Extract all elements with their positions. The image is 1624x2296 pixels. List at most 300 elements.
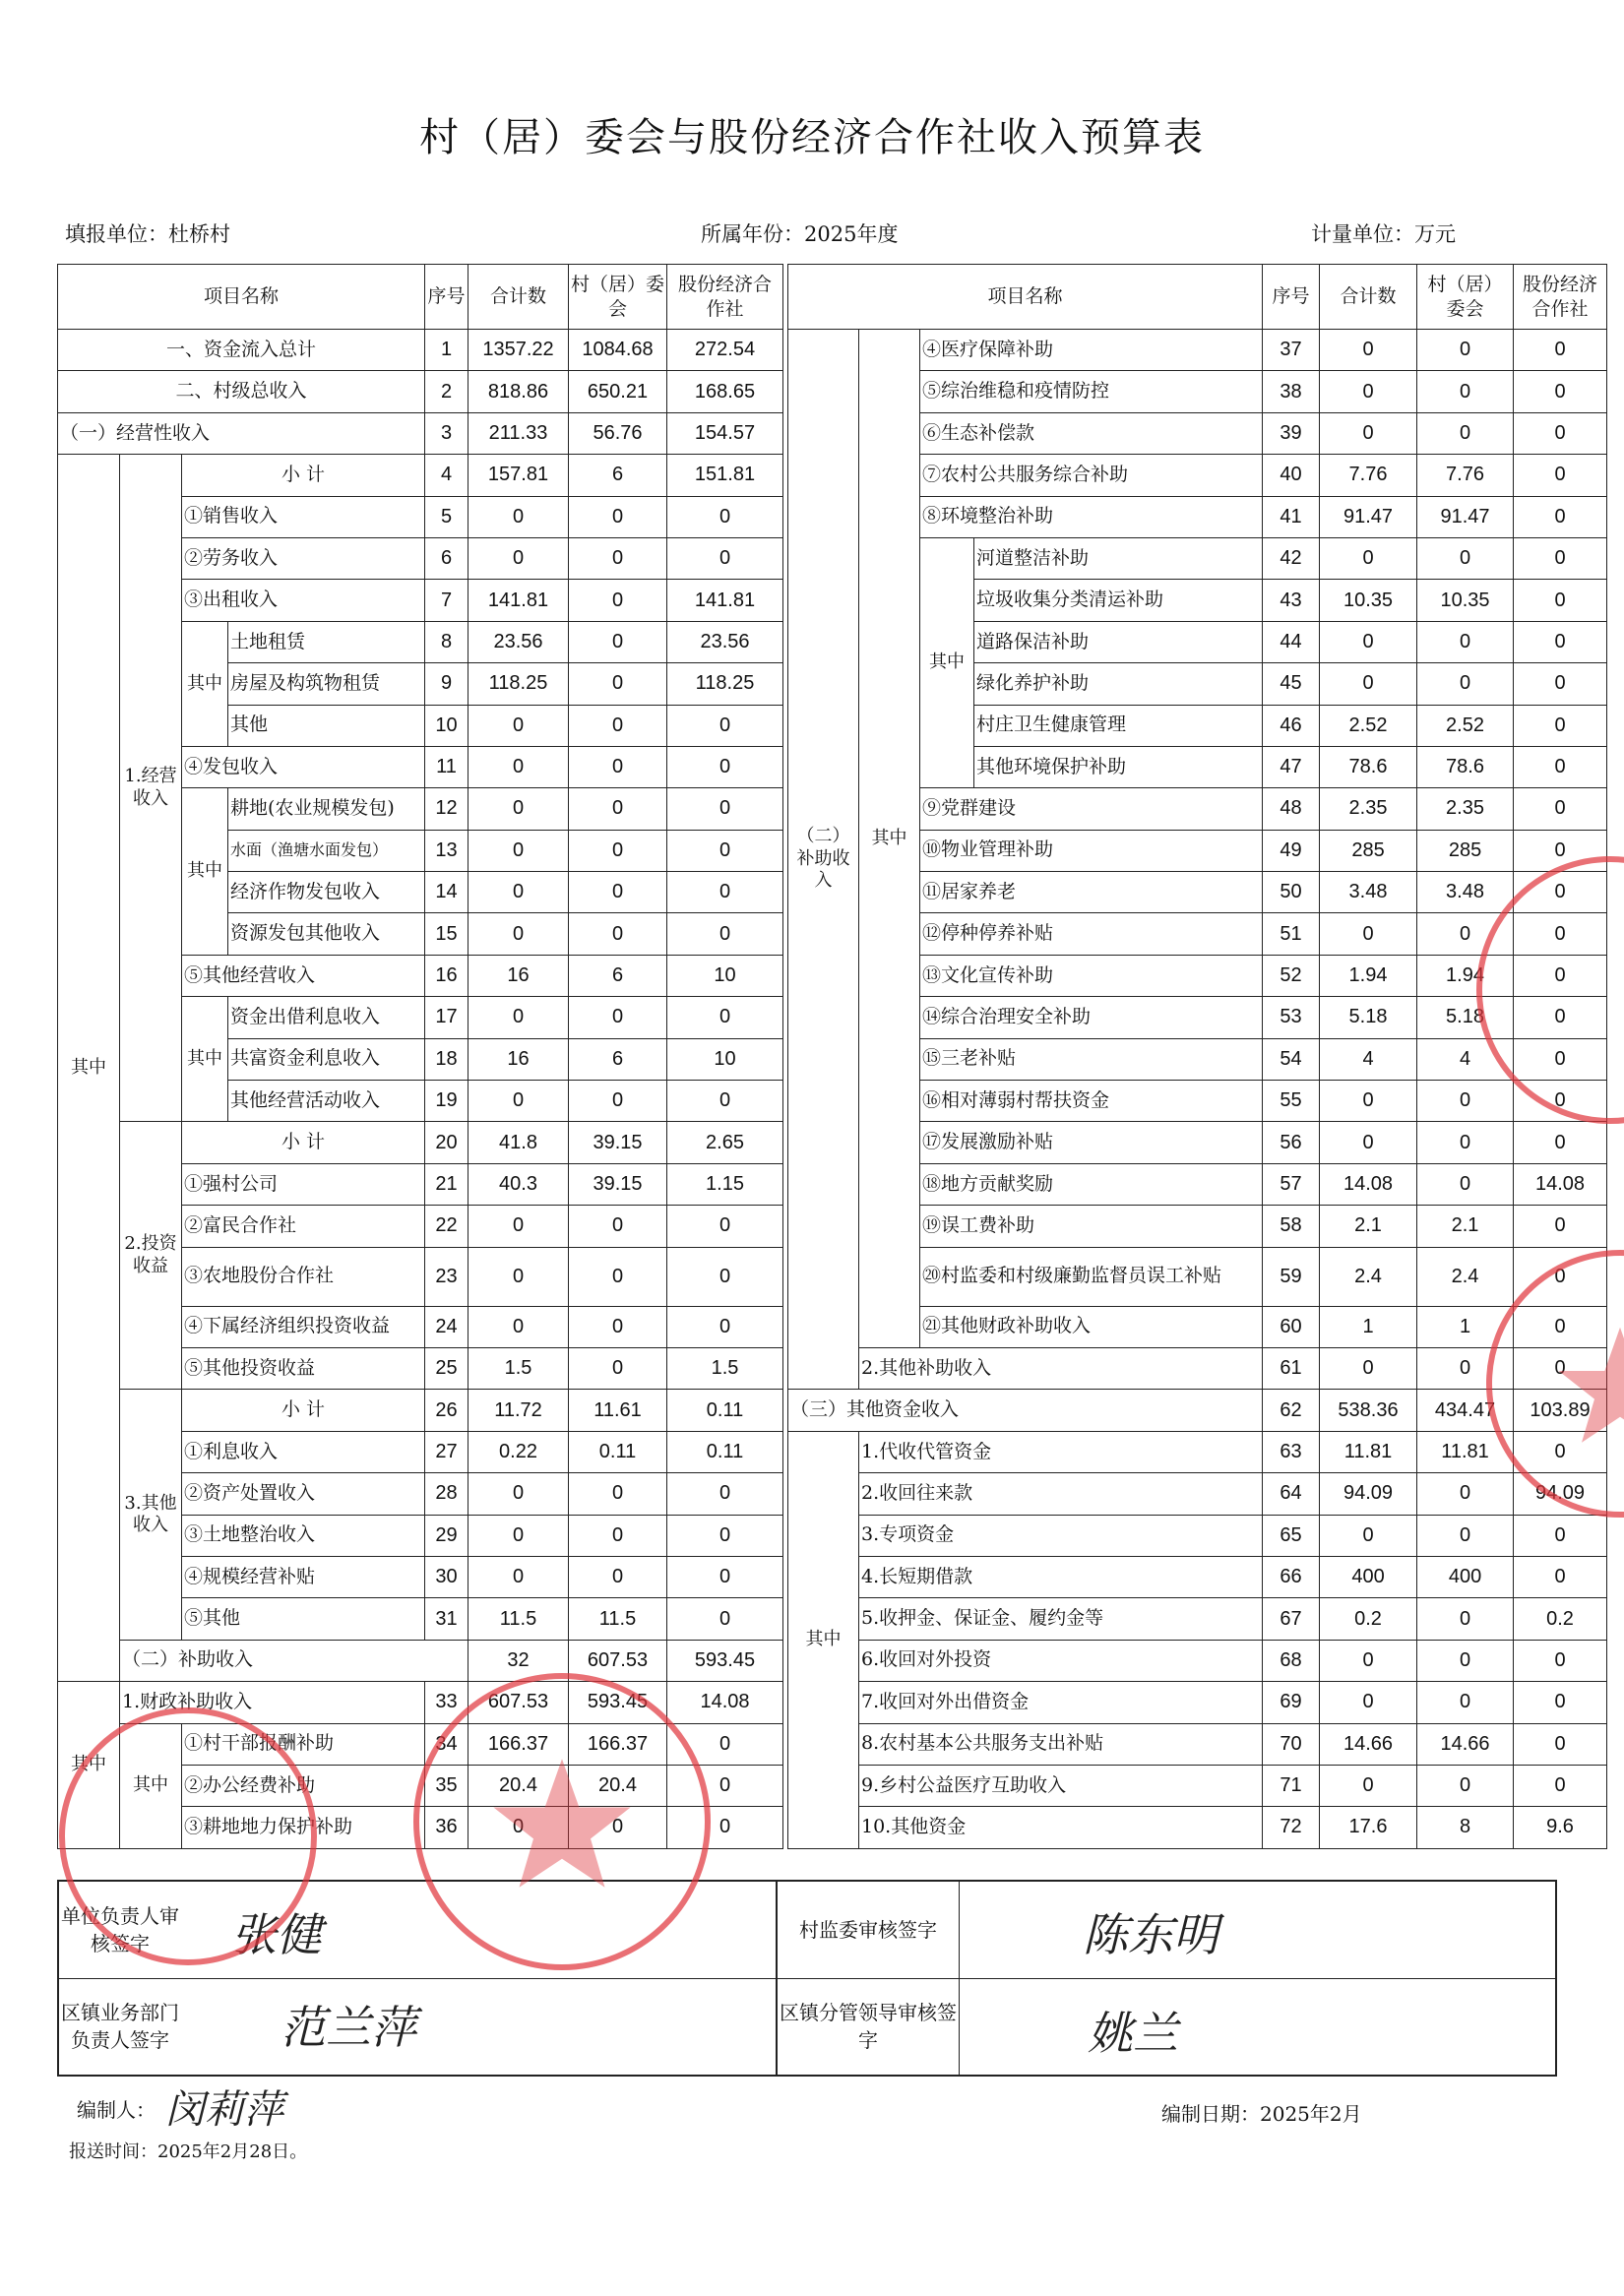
row-name: 二、村级总收入	[58, 371, 425, 412]
row-village: 11.81	[1417, 1431, 1514, 1472]
row-coop: 0	[1514, 1247, 1607, 1306]
row-name: 1.代收代管资金	[859, 1431, 1263, 1472]
row-total: 157.81	[468, 455, 569, 496]
row-no: 69	[1263, 1682, 1320, 1723]
row-village: 400	[1417, 1556, 1514, 1597]
row-village: 0	[569, 1206, 667, 1247]
row-total: 2.4	[1320, 1247, 1417, 1306]
row-name: ⑧环境整治补助	[920, 496, 1263, 537]
row-village: 0	[1417, 1682, 1514, 1723]
signature-district-leader: 姚兰	[1088, 2007, 1178, 2060]
header-no: 序号	[425, 265, 468, 330]
row-name: ⑮三老补贴	[920, 1038, 1263, 1080]
row-village: 0	[569, 1347, 667, 1389]
label-touzi: 2.投资收益	[120, 1122, 182, 1390]
row-village: 1.94	[1417, 955, 1514, 996]
header-total: 合计数	[1320, 265, 1417, 330]
row-no: 38	[1263, 371, 1320, 412]
row-village: 0	[1417, 663, 1514, 705]
row-no: 64	[1263, 1473, 1320, 1515]
row-name: 经济作物发包收入	[228, 872, 425, 913]
row-coop: 0	[667, 1723, 783, 1765]
row-no: 12	[425, 788, 468, 830]
row-coop: 0	[667, 1081, 783, 1122]
row-name: ⑭综合治理安全补助	[920, 997, 1263, 1038]
row-no: 49	[1263, 830, 1320, 871]
table-row	[58, 455, 783, 496]
row-total: 211.33	[468, 412, 569, 454]
row-name: ⑪居家养老	[920, 872, 1263, 913]
header-coop: 股份经济合作社	[667, 265, 783, 330]
row-village: 39.15	[569, 1122, 667, 1163]
row-village: 0	[1417, 537, 1514, 579]
row-name: ⑫停种停养补贴	[920, 913, 1263, 955]
row-total: 2.52	[1320, 705, 1417, 746]
row-no: 18	[425, 1038, 468, 1080]
row-no: 20	[425, 1122, 468, 1163]
table-row	[788, 1723, 1607, 1765]
row-name: 绿化养护补助	[974, 663, 1263, 705]
row-total: 11.72	[468, 1390, 569, 1431]
row-total: 91.47	[1320, 496, 1417, 537]
row-no: 6	[425, 537, 468, 579]
supervisory-label: 村监委审核签字	[778, 1882, 960, 1978]
label-qizhong-env: 其中	[920, 537, 974, 787]
row-total: 0	[1320, 1347, 1417, 1389]
row-total: 0	[1320, 1640, 1417, 1681]
row-name: 道路保洁补助	[974, 621, 1263, 662]
row-coop: 0	[667, 913, 783, 955]
row-total: 0	[468, 913, 569, 955]
row-no: 28	[425, 1473, 468, 1515]
row-name: ②富民合作社	[182, 1206, 425, 1247]
row-coop: 0	[1514, 1122, 1607, 1163]
preparer-signature: 闵莉萍	[165, 2087, 283, 2133]
row-no: 25	[425, 1347, 468, 1389]
table-row	[788, 1682, 1607, 1723]
row-total: 16	[468, 1038, 569, 1080]
row-name: ⑤其他经营收入	[182, 955, 425, 996]
table-row	[788, 1807, 1607, 1848]
row-name: ④规模经营补贴	[182, 1556, 425, 1597]
row-coop: 0	[1514, 371, 1607, 412]
row-village: 5.18	[1417, 997, 1514, 1038]
row-coop: 0	[667, 537, 783, 579]
row-village: 1	[1417, 1306, 1514, 1347]
row-no: 59	[1263, 1247, 1320, 1306]
row-coop: 10	[667, 1038, 783, 1080]
row-name: ③土地整治收入	[182, 1515, 425, 1556]
row-village: 6	[569, 1038, 667, 1080]
row-no: 36	[425, 1807, 468, 1848]
row-coop: 0	[1514, 913, 1607, 955]
row-total: 0	[468, 746, 569, 787]
row-coop: 0	[667, 830, 783, 871]
row-coop: 0	[667, 788, 783, 830]
row-coop: 118.25	[667, 663, 783, 705]
row-name: 土地租赁	[228, 621, 425, 662]
row-no: 2	[425, 371, 468, 412]
row-no: 72	[1263, 1807, 1320, 1848]
row-village: 0	[569, 913, 667, 955]
row-name: ③耕地地力保护补助	[182, 1807, 425, 1848]
row-village: 0	[1417, 1163, 1514, 1205]
row-total: 0	[1320, 621, 1417, 662]
row-coop: 0	[1514, 455, 1607, 496]
row-village: 8	[1417, 1807, 1514, 1848]
table-row	[788, 1598, 1607, 1640]
row-village: 2.4	[1417, 1247, 1514, 1306]
row-village: 0.11	[569, 1431, 667, 1472]
page-title: 村（居）委会与股份经济合作社收入预算表	[419, 115, 1205, 160]
row-village: 0	[1417, 412, 1514, 454]
row-no: 54	[1263, 1038, 1320, 1080]
label-qizhong-sub: 其中	[58, 1682, 120, 1849]
row-village: 2.52	[1417, 705, 1514, 746]
row-name: 2.其他补助收入	[859, 1347, 1263, 1389]
label-jingying: 1.经营收入	[120, 455, 182, 1122]
row-name: ⑨党群建设	[920, 788, 1263, 830]
row-village: 593.45	[569, 1682, 667, 1723]
row-coop: 0	[1514, 1347, 1607, 1389]
row-total: 400	[1320, 1556, 1417, 1597]
row-name: 河道整洁补助	[974, 537, 1263, 579]
label-qizhong-other-funds: 其中	[788, 1431, 859, 1848]
row-name: ①利息收入	[182, 1431, 425, 1472]
row-coop: 0	[667, 496, 783, 537]
label-qizhong-rent: 其中	[182, 621, 228, 746]
row-coop: 0	[1514, 705, 1607, 746]
unit-head-label: 单位负责人审核签字	[61, 1904, 179, 1955]
row-coop: 0.2	[1514, 1598, 1607, 1640]
row-coop: 0	[667, 1556, 783, 1597]
row-total: 3.48	[1320, 872, 1417, 913]
row-village: 593.45	[667, 1640, 783, 1681]
row-name: 小 计	[182, 1122, 425, 1163]
row-no: 7	[425, 580, 468, 621]
row-village: 0	[569, 1473, 667, 1515]
row-coop: 154.57	[667, 412, 783, 454]
row-no: 5	[425, 496, 468, 537]
row-village: 166.37	[569, 1723, 667, 1765]
row-name: 6.收回对外投资	[859, 1640, 1263, 1681]
row-no: 52	[1263, 955, 1320, 996]
row-name: 水面（渔塘水面发包）	[228, 830, 425, 871]
row-coop: 14.08	[667, 1682, 783, 1723]
row-coop: 0	[667, 1807, 783, 1848]
row-no: 14	[425, 872, 468, 913]
row-name: 7.收回对外出借资金	[859, 1682, 1263, 1723]
row-total: 166.37	[468, 1723, 569, 1765]
row-coop: 0.11	[667, 1431, 783, 1472]
row-village: 7.76	[1417, 455, 1514, 496]
row-total: 10.35	[1320, 580, 1417, 621]
row-no: 41	[1263, 496, 1320, 537]
row-total: 607.53	[468, 1682, 569, 1723]
table-row	[788, 1765, 1607, 1806]
row-coop: 0.11	[667, 1390, 783, 1431]
row-coop: 0	[1514, 1765, 1607, 1806]
row-total: 11.81	[1320, 1431, 1417, 1472]
row-coop: 0	[667, 1247, 783, 1306]
row-no: 62	[1263, 1390, 1320, 1431]
row-village: 0	[569, 1556, 667, 1597]
row-coop: 0	[667, 1515, 783, 1556]
row-total: 0	[1320, 1515, 1417, 1556]
row-village: 0	[569, 1247, 667, 1306]
row-coop: 0	[667, 1473, 783, 1515]
row-village: 0	[569, 788, 667, 830]
row-total: 0	[1320, 1122, 1417, 1163]
row-no: 48	[1263, 788, 1320, 830]
row-name: （一）经营性收入	[58, 412, 425, 454]
row-coop: 151.81	[667, 455, 783, 496]
row-name: 10.其他资金	[859, 1807, 1263, 1848]
stamp-seal	[59, 1707, 317, 1965]
row-coop: 0	[1514, 788, 1607, 830]
row-village: 0	[1417, 1473, 1514, 1515]
row-coop: 0	[667, 1206, 783, 1247]
row-no: 19	[425, 1081, 468, 1122]
row-name: ④发包收入	[182, 746, 425, 787]
row-coop: 1.5	[667, 1347, 783, 1389]
row-total: 14.08	[1320, 1163, 1417, 1205]
row-coop: 0	[1514, 997, 1607, 1038]
row-total: 41.8	[468, 1122, 569, 1163]
row-village: 0	[1417, 371, 1514, 412]
row-total: 23.56	[468, 621, 569, 662]
row-no: 23	[425, 1247, 468, 1306]
row-no: 26	[425, 1390, 468, 1431]
row-no: 53	[1263, 997, 1320, 1038]
row-total: 1.5	[468, 1347, 569, 1389]
table-row	[788, 1431, 1607, 1472]
row-village: 285	[1417, 830, 1514, 871]
row-name: 村庄卫生健康管理	[974, 705, 1263, 746]
signature-district-dept: 范兰萍	[281, 2001, 416, 2054]
row-name: 小 计	[182, 1390, 425, 1431]
row-total: 16	[468, 955, 569, 996]
reporting-unit: 填报单位：杜桥村	[65, 222, 230, 246]
row-total: 78.6	[1320, 746, 1417, 787]
row-name: 资源发包其他收入	[228, 913, 425, 955]
row-coop: 0	[1514, 1556, 1607, 1597]
row-name: 其他经营活动收入	[228, 1081, 425, 1122]
row-no: 1	[425, 330, 468, 371]
row-total: 1357.22	[468, 330, 569, 371]
row-name: ⑩物业管理补助	[920, 830, 1263, 871]
row-total: 0	[468, 1081, 569, 1122]
row-name: 2.收回往来款	[859, 1473, 1263, 1515]
row-name: ⑳村监委和村级廉勤监督员误工补贴	[920, 1247, 1263, 1306]
label-qizhong-contract: 其中	[182, 788, 228, 956]
row-total: 0.2	[1320, 1598, 1417, 1640]
row-name: 一、资金流入总计	[58, 330, 425, 371]
row-total: 0	[468, 705, 569, 746]
row-no: 61	[1263, 1347, 1320, 1389]
row-no: 4	[425, 455, 468, 496]
row-name: 垃圾收集分类清运补助	[974, 580, 1263, 621]
row-village: 11.61	[569, 1390, 667, 1431]
row-no: 24	[425, 1306, 468, 1347]
table-row	[58, 371, 783, 412]
row-village: 0	[1417, 1598, 1514, 1640]
row-name: ③农地股份合作社	[182, 1247, 425, 1306]
table-row	[788, 1390, 1607, 1431]
header-village: 村（居）委会	[1417, 265, 1514, 330]
row-village: 0	[1417, 1347, 1514, 1389]
row-coop: 0	[1514, 663, 1607, 705]
row-total: 0	[468, 872, 569, 913]
row-village: 0	[1417, 621, 1514, 662]
row-no: 10	[425, 705, 468, 746]
row-name: ⑱地方贡献奖励	[920, 1163, 1263, 1205]
stamp-seal	[413, 1673, 711, 1970]
row-no: 35	[425, 1765, 468, 1806]
row-name: ③出租收入	[182, 580, 425, 621]
row-total: 0	[1320, 1682, 1417, 1723]
row-coop: 0	[667, 872, 783, 913]
row-no: 3	[425, 412, 468, 454]
row-no: 11	[425, 746, 468, 787]
row-coop: 0	[1514, 746, 1607, 787]
table-row	[58, 412, 783, 454]
table-row	[58, 330, 783, 371]
row-name: ①村干部报酬补助	[182, 1723, 425, 1765]
row-coop: 10	[667, 955, 783, 996]
row-no: 39	[1263, 412, 1320, 454]
header-name: 项目名称	[58, 265, 425, 330]
row-no: 67	[1263, 1598, 1320, 1640]
row-name: ⑦农村公共服务综合补助	[920, 455, 1263, 496]
table-row	[788, 330, 1607, 371]
row-total: 0	[468, 1556, 569, 1597]
row-village: 0	[1417, 1515, 1514, 1556]
row-village: 10.35	[1417, 580, 1514, 621]
row-total: 0.22	[468, 1431, 569, 1472]
row-village: 0	[1417, 913, 1514, 955]
header-total: 合计数	[468, 265, 569, 330]
row-name: ④医疗保障补助	[920, 330, 1263, 371]
row-coop: 0	[1514, 1081, 1607, 1122]
row-no: 15	[425, 913, 468, 955]
row-total: 14.66	[1320, 1723, 1417, 1765]
row-no: 31	[425, 1598, 468, 1640]
row-coop: 14.08	[1514, 1163, 1607, 1205]
row-village: 0	[569, 1807, 667, 1848]
row-coop: 0	[667, 746, 783, 787]
row-village: 20.4	[569, 1765, 667, 1806]
table-row	[58, 1640, 783, 1681]
row-name: ⑤其他	[182, 1598, 425, 1640]
stamp-seal	[1486, 1250, 1624, 1518]
row-name: ㉑其他财政补助收入	[920, 1306, 1263, 1347]
row-coop: 272.54	[667, 330, 783, 371]
row-village: 11.5	[569, 1598, 667, 1640]
row-coop: 0	[1514, 1431, 1607, 1472]
row-name: ⑬文化宣传补助	[920, 955, 1263, 996]
stamp-star-icon	[1492, 1256, 1624, 1512]
row-no: 44	[1263, 621, 1320, 662]
row-village: 434.47	[1417, 1390, 1514, 1431]
fiscal-year: 所属年份：2025年度	[701, 222, 899, 246]
row-coop: 0	[1514, 496, 1607, 537]
row-total: 4	[1320, 1038, 1417, 1080]
row-total: 818.86	[468, 371, 569, 412]
label-qizhong-right: 其中	[859, 330, 920, 1348]
row-total: 20.4	[468, 1765, 569, 1806]
row-coop: 9.6	[1514, 1807, 1607, 1848]
row-total: 2.1	[1320, 1206, 1417, 1247]
row-name: （三）其他资金收入	[788, 1390, 1263, 1431]
row-village: 56.76	[569, 412, 667, 454]
row-coop: 0	[1514, 1515, 1607, 1556]
row-total: 285	[1320, 830, 1417, 871]
row-total: 0	[1320, 1081, 1417, 1122]
row-total: 607.53	[569, 1640, 667, 1681]
row-no: 37	[1263, 330, 1320, 371]
row-village: 2.1	[1417, 1206, 1514, 1247]
label-subsidy: （二）补助收入	[788, 330, 859, 1390]
row-village: 78.6	[1417, 746, 1514, 787]
row-total: 5.18	[1320, 997, 1417, 1038]
row-no: 16	[425, 955, 468, 996]
table-row	[788, 1515, 1607, 1556]
row-total: 0	[1320, 537, 1417, 579]
row-no: 50	[1263, 872, 1320, 913]
row-name: ②办公经费补助	[182, 1765, 425, 1806]
label-qizhong: 其中	[58, 455, 120, 1682]
row-coop: 0	[1514, 537, 1607, 579]
row-coop: 1.15	[667, 1163, 783, 1205]
row-village: 0	[569, 705, 667, 746]
row-total: 0	[468, 830, 569, 871]
row-name: 5.收押金、保证金、履约金等	[859, 1598, 1263, 1640]
row-coop: 0	[1514, 412, 1607, 454]
row-coop: 0	[1514, 330, 1607, 371]
row-village: 0	[569, 621, 667, 662]
row-village: 0	[569, 580, 667, 621]
row-total: 0	[1320, 330, 1417, 371]
row-village: 0	[569, 872, 667, 913]
prepare-date: 编制日期：2025年2月	[1161, 2102, 1362, 2126]
row-name: 其他环境保护补助	[974, 746, 1263, 787]
row-no: 8	[425, 621, 468, 662]
row-village: 0	[569, 746, 667, 787]
row-no: 47	[1263, 746, 1320, 787]
row-coop: 0	[1514, 1206, 1607, 1247]
row-total: 0	[1320, 913, 1417, 955]
row-no: 13	[425, 830, 468, 871]
row-total: 0	[468, 1206, 569, 1247]
right-budget-table	[787, 264, 1607, 1849]
row-no: 9	[425, 663, 468, 705]
row-no: 29	[425, 1515, 468, 1556]
row-village: 0	[1417, 1640, 1514, 1681]
row-no: 70	[1263, 1723, 1320, 1765]
row-total: 0	[468, 1807, 569, 1848]
row-name: 资金出借利息收入	[228, 997, 425, 1038]
header-coop: 股份经济合作社	[1514, 265, 1607, 330]
row-name: ②资产处置收入	[182, 1473, 425, 1515]
row-name: ⑲误工费补助	[920, 1206, 1263, 1247]
row-coop: 0	[667, 1765, 783, 1806]
row-no: 46	[1263, 705, 1320, 746]
row-coop: 0	[1514, 1723, 1607, 1765]
row-village: 0	[1417, 1122, 1514, 1163]
row-total: 0	[468, 788, 569, 830]
table-row	[788, 1640, 1607, 1681]
